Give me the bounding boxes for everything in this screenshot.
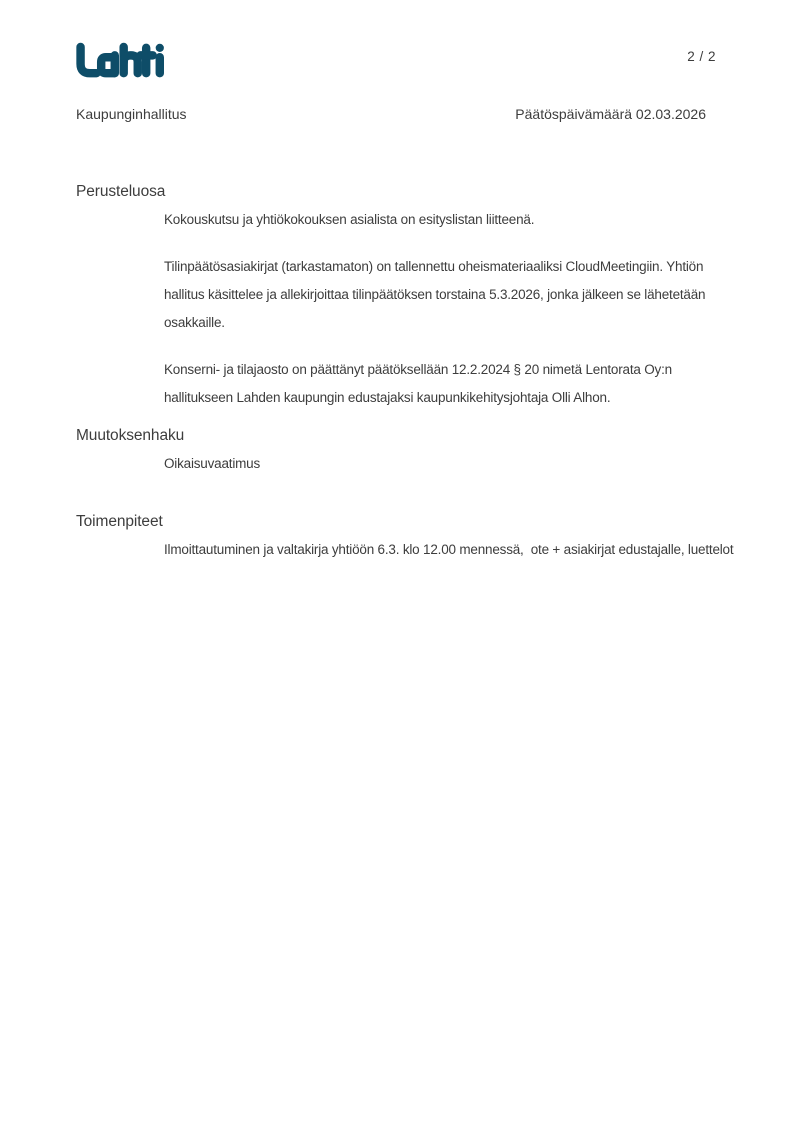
section-content (76, 450, 773, 478)
section-muutoksenhaku (76, 422, 773, 478)
section-heading: Perusteluosa (76, 183, 166, 200)
org-name: Kaupunginhallitus (76, 106, 187, 122)
section-content (76, 206, 773, 412)
document-body (76, 178, 773, 564)
paragraph: Konserni- ja tilajaosto on päättänyt päätöksellään 12.2.2024 § 20 nimetä Lentorata Oy:n hallitukseen Lahden kaupungin edustajaksi kaupunkikehitysjohtaja Olli Alhon. (164, 362, 676, 405)
decision-date: Päätöspäivämäärä 02.03.2026 (515, 106, 706, 122)
lahti-logo-icon (74, 42, 164, 80)
page-number: 2 / 2 (687, 49, 716, 64)
paragraph: Tilinpäätösasiakirjat (tarkastamaton) on tallennettu oheismateriaaliksi CloudMeetingiin. Yhtiön hallitus käsittelee ja allekirjoittaa tilinpäätöksen torstaina 5.3.2026, jonka jälkeen se lähetetään osakkaille. (164, 259, 709, 330)
section-perusteluosa (76, 178, 773, 412)
paragraph: Oikaisuvaatimus (164, 456, 261, 471)
section-heading: Toimenpiteet (76, 513, 163, 530)
section-heading: Muutoksenhaku (76, 427, 185, 444)
section-toimenpiteet (76, 508, 773, 564)
lahti-logo (74, 42, 164, 80)
document-header-row (76, 106, 706, 123)
paragraph: Kokouskutsu ja yhtiökokouksen asialista on esityslistan liitteenä. (164, 212, 535, 227)
paragraph: Ilmoittautuminen ja valtakirja yhtiöön 6.3. klo 12.00 mennessä, ote + asiakirjat edustajalle, luettelot (164, 542, 734, 557)
section-content (76, 536, 773, 564)
